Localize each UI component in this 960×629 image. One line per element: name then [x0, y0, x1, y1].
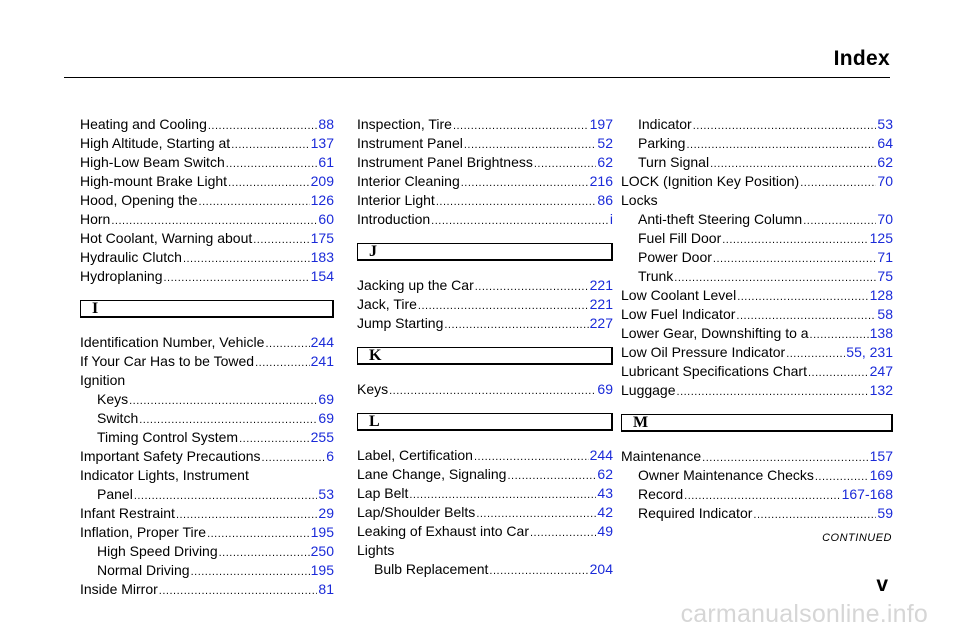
entry-text: Parking	[638, 135, 686, 151]
index-entry	[357, 446, 613, 465]
index-subentry	[621, 248, 893, 267]
section-letter-bar	[80, 300, 334, 318]
index-entry	[621, 305, 893, 324]
entry-text: Inflation, Proper Tire	[80, 524, 207, 540]
entry-text: Low Oil Pressure Indicator	[621, 344, 786, 360]
index-entry	[621, 343, 893, 362]
page-link[interactable]: 60	[318, 211, 334, 227]
index-entry	[357, 191, 613, 210]
page-link[interactable]: 52	[597, 135, 613, 151]
page-link[interactable]: 221	[589, 296, 613, 312]
dot-leader	[265, 335, 309, 354]
index-subentry	[621, 210, 893, 229]
section-letter-bar	[357, 347, 613, 365]
entry-text: If Your Car Has to be Towed	[80, 353, 255, 369]
page-link[interactable]: 244	[589, 447, 613, 463]
dot-leader	[444, 316, 588, 335]
index-subentry	[621, 229, 893, 248]
entry-text: Lower Gear, Downshifting to a	[621, 325, 809, 341]
index-entry	[621, 172, 893, 191]
index-entry	[80, 115, 334, 134]
dot-leader	[418, 297, 589, 316]
entry-text: Fuel Fill Door	[638, 230, 722, 246]
dot-leader	[686, 136, 876, 155]
entry-text: High Altitude, Starting at	[80, 135, 231, 151]
entry-text: Introduction	[357, 211, 431, 227]
dot-leader	[475, 278, 589, 297]
entry-text: Instrument Panel	[357, 135, 463, 151]
entry-text: Record	[638, 486, 684, 502]
index-subentry	[621, 115, 893, 134]
dot-leader	[436, 193, 597, 212]
entry-text: Jacking up the Car	[357, 277, 474, 293]
dot-leader	[753, 506, 876, 525]
entry-text: Inspection, Tire	[357, 116, 452, 132]
dot-leader	[228, 174, 310, 193]
section-letter: L	[369, 413, 380, 430]
dot-leader	[808, 364, 869, 383]
page-link[interactable]: 81	[318, 581, 334, 597]
page-link[interactable]: 53	[877, 116, 893, 132]
page-link[interactable]: 71	[877, 249, 893, 265]
index-entry	[357, 503, 613, 522]
index-subentry	[80, 485, 334, 504]
entry-text: Label, Certification	[357, 447, 473, 463]
index-entry	[357, 210, 613, 229]
dot-leader	[803, 212, 876, 231]
entry-text: Inside Mirror	[80, 581, 158, 597]
index-entry	[80, 229, 334, 248]
page-link[interactable]: 70	[877, 173, 893, 189]
page-link[interactable]: 227	[589, 315, 613, 331]
page-link[interactable]: 69	[318, 410, 334, 426]
entry-text: Identification Number, Vehicle	[80, 334, 265, 350]
index-subentry	[621, 134, 893, 153]
index-entry	[80, 267, 334, 286]
index-subentry	[621, 466, 893, 485]
page-link[interactable]: 49	[597, 523, 613, 539]
entry-text: Luggage	[621, 382, 676, 398]
entry-text: Hydroplaning	[80, 268, 163, 284]
page-link[interactable]: 204	[589, 561, 613, 577]
entry-text: Keys	[357, 381, 389, 397]
dot-leader	[534, 155, 597, 174]
page-link[interactable]: 221	[589, 277, 613, 293]
section-letter-bar	[357, 413, 613, 431]
index-entry	[357, 314, 613, 333]
dot-leader	[191, 563, 310, 582]
index-entry	[357, 380, 613, 399]
dot-leader	[255, 354, 310, 373]
page-link[interactable]: 132	[869, 382, 893, 398]
index-entry	[621, 286, 893, 305]
index-heading: Lights	[357, 542, 395, 558]
entry-text: Low Fuel Indicator	[621, 306, 736, 322]
index-entry	[357, 276, 613, 295]
index-entry	[80, 504, 334, 523]
entry-text: Power Door	[638, 249, 712, 265]
page-link[interactable]: 58	[877, 306, 893, 322]
entry-text: Turn Signal	[638, 154, 710, 170]
entry-text: Panel	[97, 486, 133, 502]
dot-leader	[431, 212, 609, 231]
index-entry	[80, 134, 334, 153]
index-subentry	[80, 561, 334, 580]
page-link[interactable]: 62	[597, 154, 613, 170]
page-link[interactable]: 157	[869, 448, 893, 464]
index-entry	[357, 484, 613, 503]
page-link[interactable]: 126	[310, 192, 334, 208]
index-column-3	[621, 115, 893, 523]
entry-text: Low Coolant Level	[621, 287, 737, 303]
dot-leader	[231, 136, 309, 155]
page-link[interactable]: 247	[869, 363, 893, 379]
index-entry	[357, 172, 613, 191]
dot-leader	[183, 250, 310, 269]
page-link[interactable]: 69	[318, 391, 334, 407]
entry-text: Switch	[97, 410, 139, 426]
continued-label: CONTINUED	[822, 532, 892, 544]
section-letter: J	[369, 243, 377, 260]
page-link[interactable]: 53	[318, 486, 334, 502]
entry-text: Lubricant Specifications Chart	[621, 363, 807, 379]
index-subentry	[80, 390, 334, 409]
page-link[interactable]: 195	[310, 524, 334, 540]
index-entry	[357, 295, 613, 314]
page-link[interactable]: 244	[310, 334, 334, 350]
entry-text: Interior Cleaning	[357, 173, 460, 189]
dot-leader	[800, 174, 876, 193]
entry-text: High-Low Beam Switch	[80, 154, 225, 170]
index-entry	[80, 210, 334, 229]
entry-text: Leaking of Exhaust into Car	[357, 523, 529, 539]
dot-leader	[389, 382, 596, 401]
page-link[interactable]: 128	[869, 287, 893, 303]
dot-leader	[489, 562, 588, 581]
page-link[interactable]: 137	[310, 135, 334, 151]
entry-text: Indicator	[638, 116, 692, 132]
page-link[interactable]: 70	[877, 211, 893, 227]
page-link[interactable]: 29	[318, 505, 334, 521]
dot-leader	[226, 155, 318, 174]
entry-text: Trunk	[638, 268, 674, 284]
section-letter: I	[92, 300, 99, 317]
index-entry	[357, 134, 613, 153]
page-title: Index	[833, 47, 890, 70]
index-column-1	[80, 115, 334, 599]
page-number: v	[876, 573, 888, 596]
dot-leader	[159, 582, 318, 601]
dot-leader	[461, 174, 589, 193]
entry-text: High-mount Brake Light	[80, 173, 228, 189]
entry-text: Bulb Replacement	[374, 561, 489, 577]
section-letter: M	[633, 414, 649, 431]
index-column-2	[357, 115, 613, 579]
entry-text: Hot Coolant, Warning about	[80, 230, 253, 246]
entry-text: Required Indicator	[638, 505, 753, 521]
index-entry	[621, 362, 893, 381]
entry-text: Jump Starting	[357, 315, 444, 331]
dot-leader	[713, 250, 877, 269]
page-link[interactable]: 241	[310, 353, 334, 369]
dot-leader	[677, 383, 869, 402]
page-link[interactable]: 209	[310, 173, 334, 189]
entry-text: LOCK (Ignition Key Position)	[621, 173, 800, 189]
entry-text: Hydraulic Clutch	[80, 249, 182, 265]
dot-leader	[693, 117, 877, 136]
page-link[interactable]: 69	[597, 381, 613, 397]
dot-leader	[253, 231, 309, 250]
index-entry	[80, 580, 334, 599]
entry-text: Maintenance	[621, 448, 702, 464]
page-link[interactable]: 55, 231	[846, 344, 893, 360]
index-subentry	[80, 542, 334, 561]
page-link[interactable]: 62	[877, 154, 893, 170]
index-heading: Indicator Lights, Instrument	[80, 467, 249, 483]
page-link[interactable]: 88	[318, 116, 334, 132]
index-entry	[621, 324, 893, 343]
index-entry	[621, 447, 893, 466]
page-link[interactable]: 195	[310, 562, 334, 578]
index-entry	[80, 248, 334, 267]
page-link[interactable]: 125	[869, 230, 893, 246]
dot-leader	[453, 117, 589, 136]
entry-text: Lap Belt	[357, 485, 409, 501]
page-link[interactable]: 167-168	[841, 486, 893, 502]
entry-text: Infant Restraint	[80, 505, 175, 521]
page-link[interactable]: 6	[326, 448, 334, 464]
index-entry	[80, 352, 334, 371]
dot-leader	[199, 193, 310, 212]
index-entry	[357, 153, 613, 172]
page-link[interactable]: 138	[869, 325, 893, 341]
index-entry	[80, 191, 334, 210]
index-subentry	[80, 428, 334, 447]
section-letter-bar	[621, 414, 893, 432]
index-subentry	[80, 409, 334, 428]
dot-leader	[262, 449, 326, 468]
index-entry	[80, 523, 334, 542]
index-subentry	[621, 267, 893, 286]
dot-leader	[507, 467, 596, 486]
index-entry	[357, 465, 613, 484]
index-heading: Ignition	[80, 372, 126, 388]
entry-text: High Speed Driving	[97, 543, 218, 559]
page-link[interactable]: 250	[310, 543, 334, 559]
section-letter-bar	[357, 243, 613, 261]
index-subentry	[621, 504, 893, 523]
index-entry	[80, 333, 334, 352]
page-link[interactable]: 169	[869, 467, 893, 483]
dot-leader	[530, 524, 596, 543]
header-rule	[64, 77, 890, 78]
page-link[interactable]: 62	[597, 466, 613, 482]
index-heading: Locks	[621, 192, 658, 208]
dot-leader	[129, 392, 317, 411]
index-entry	[80, 447, 334, 466]
page-link[interactable]: i	[609, 211, 613, 227]
index-subentry	[621, 153, 893, 172]
dot-leader	[722, 231, 868, 250]
page-link[interactable]: 75	[877, 268, 893, 284]
index-entry	[357, 115, 613, 134]
entry-text: Timing Control System	[97, 429, 239, 445]
entry-text: Important Safety Precautions	[80, 448, 261, 464]
dot-leader	[207, 525, 310, 544]
page-link[interactable]: 61	[318, 154, 334, 170]
page-link[interactable]: 86	[597, 192, 613, 208]
entry-text: Anti-theft Steering Column	[638, 211, 803, 227]
page-link[interactable]: 59	[877, 505, 893, 521]
dot-leader	[164, 269, 310, 288]
index-entry	[357, 522, 613, 541]
section-letter: K	[369, 347, 382, 364]
page-link[interactable]: 64	[877, 135, 893, 151]
index-subentry	[357, 560, 613, 579]
entry-text: Instrument Panel Brightness	[357, 154, 533, 170]
page-link[interactable]: 255	[310, 429, 334, 445]
dot-leader	[219, 544, 310, 563]
entry-text: Jack, Tire	[357, 296, 417, 312]
page-link[interactable]: 42	[597, 504, 613, 520]
entry-text: Hood, Opening the	[80, 192, 198, 208]
page-link[interactable]: 175	[310, 230, 334, 246]
entry-text: Lap/Shoulder Belts	[357, 504, 476, 520]
dot-leader	[737, 288, 868, 307]
entry-text: Keys	[97, 391, 129, 407]
entry-text: Lane Change, Signaling	[357, 466, 507, 482]
entry-text: Interior Light	[357, 192, 435, 208]
index-entry	[80, 172, 334, 191]
entry-text: Horn	[80, 211, 111, 227]
page-link[interactable]: 183	[310, 249, 334, 265]
page-link[interactable]: 154	[310, 268, 334, 284]
page-link[interactable]: 43	[597, 485, 613, 501]
index-subentry	[621, 485, 893, 504]
page-link[interactable]: 197	[589, 116, 613, 132]
index-entry	[80, 153, 334, 172]
watermark: carmanualsonline.info	[680, 600, 928, 628]
entry-text: Owner Maintenance Checks	[638, 467, 814, 483]
index-entry	[621, 381, 893, 400]
entry-text: Normal Driving	[97, 562, 190, 578]
page-link[interactable]: 216	[589, 173, 613, 189]
entry-text: Heating and Cooling	[80, 116, 207, 132]
